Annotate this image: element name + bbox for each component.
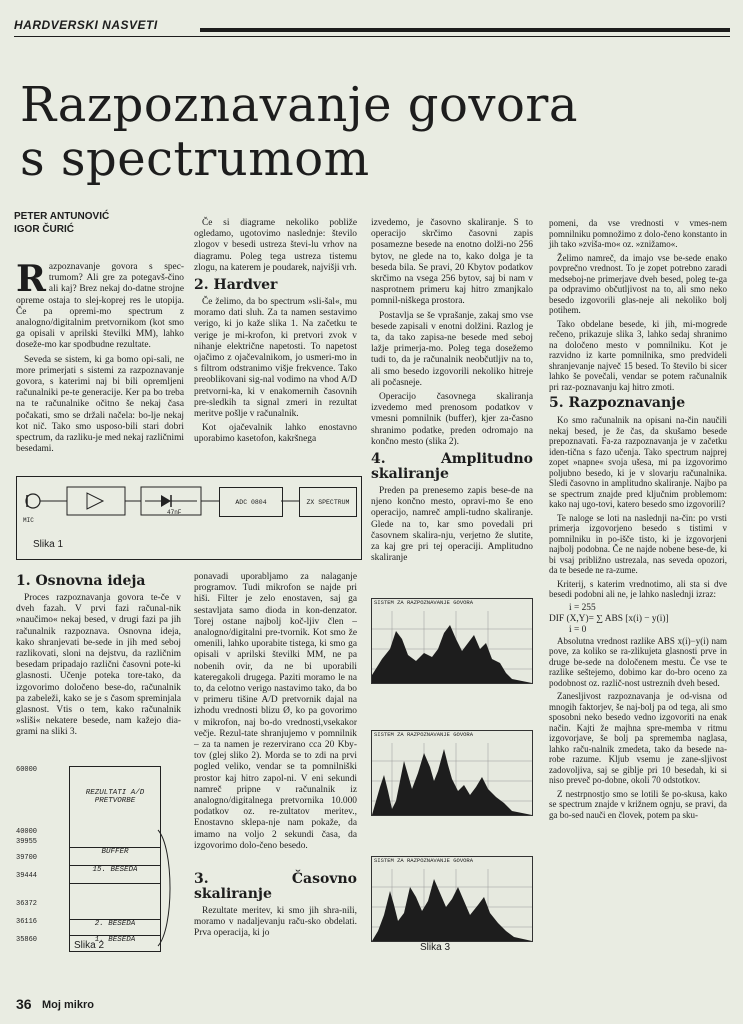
paragraph: Z nestrpnostjo smo se lotili še po-skusa, kako se spectrum znajde v križnem ognju, se pravi, da ga bo-sed nauči en človek, potem pa sku- <box>549 788 727 820</box>
column-2-top <box>194 218 357 449</box>
adc-block: ADC 0804 <box>219 487 283 517</box>
title-line-1: Razpoznavanje govora <box>20 77 578 133</box>
spectrum-panel-3 <box>371 856 533 942</box>
authors <box>14 210 184 236</box>
column-1-top <box>16 258 184 458</box>
magazine-name: Moj mikro <box>42 999 94 1011</box>
paragraph: Kot ojačevalnik lahko enostavno uporabimo kasetofon, kakršnega <box>194 423 357 445</box>
address-label: 36116 <box>16 918 38 926</box>
section-label: HARDVERSKI NASVETI <box>14 18 158 32</box>
memory-region-word-1: 1. BESEDA <box>70 935 160 950</box>
section-heading: 1. Osnovna ideja <box>16 573 146 589</box>
waveform-3 <box>372 857 532 941</box>
figure-3-caption: Slika 3 <box>420 942 451 953</box>
paragraph: azpoznavanje govora s spec-trumom? Ali gre za potegavš-čino ali kaj? Brez nekaj do-datne strojne opreme ostaja to slej-koprej res le utopija. Če pa opremi-mo spectrum z analogno/digitalnim pretvornikom (kot smo ga opisali v aprilski številki MM), lahko doseže-mo kar spodbudne rezultate. <box>16 262 184 351</box>
address-label: 60000 <box>16 766 38 774</box>
paragraph: Absolutna vrednost razlike ABS x(i)−y(i) nam pove, za koliko se ra-zlikujeta glasnosti prve in druge be-sede na določenem mestu. Če vse te razlike seštejemo, dobimo kar do-bro oceno za podobnost oz. različ-nost ustreznih dveh besed. <box>549 635 727 688</box>
spectrum-block: ZX SPECTRUM <box>299 487 357 517</box>
author-2: IGOR ČURIĆ <box>14 224 74 235</box>
brace-svg <box>156 828 180 948</box>
paragraph: Tako obdelane besede, ki jih, mi-mogrede rečeno, prikazuje slika 3, lahko sedaj shranimo na določeno mesto v pomnilniku. Kot je razvidno iz karte pomnilnika, smo predvideli shranjevanje največ 15 besed. To število bi sicer lahko še povečali, vendar se potem računalnik pri raz-poznavanju kaj hitro zmoti. <box>549 318 727 392</box>
figure-2-caption: Slika 2 <box>74 940 105 951</box>
section-heading: 5. Razpoznavanje <box>549 395 686 411</box>
spectrum-panel-1 <box>371 598 533 684</box>
page-number: 36 <box>16 996 32 1012</box>
formula-lower: i = 0 <box>569 624 587 635</box>
paragraph: Postavlja se še vprašanje, zakaj smo vse besede zapisali v enotni dolžini. Razlog je ta, da tako zapisa-ne besede med seboj lažje primerja-mo. Poleg tega dosežemo tudi to, da je računalnik neobčutljiv na to, ali smo besedo izgovorili nekoliko hitreje ali počasneje. <box>371 310 533 388</box>
waveform-2 <box>372 731 532 815</box>
formula <box>549 603 727 636</box>
figure-1-caption: Slika 1 <box>33 539 64 550</box>
column-2-bottom <box>194 572 357 943</box>
address-label: 35860 <box>16 936 38 944</box>
paragraph: ponavadi uporabljamo za nalaganje programov. Tudi mikrofon se najde pri hiši. Filter je zelo enostaven, saj ga sestavljata samo dioda in kon-denzator. Torej ostane najbolj koč-ljiv člen – analogno/digitalni pre-tvornik. Kot smo že omenili, lahko uporabite tistega, ki smo ga opisali v aprilski številki MM, ne pa nobenih ovir, da ne bi uporabili kateregakoli drugega. Paziti moramo le na to, da celotno verigo nastavimo tako, da bo v primeru tišine A/D pretvornik dajal na izhodu vrednosti blizu Ø, ko pa govorimo v mikrofon, naj bo-do vrednosti,vsekakor večje. Rezul-tate shranjujemo v pomnilnik – za ta namen je rezervirano cca 20 Kby-tov (glej sliko 2). Morda se to zdi na prvi pogled veliko, vendar se ta pomnilniški prostor kaj hitro zapol-ni. V eni sekundi namreč pripne v računalnik iz analogno/digitalnega pretvornika 10.000 podatkov oz. re-zultatov meritev., Enostavno sklepa-nje nam pokaže, da imamo na voljo 2 sekundi časa, da izgovorimo dolo-čeno besedo. <box>194 572 357 851</box>
paragraph: Zanesljivost razpoznavanja je od-visna od mnogih faktorjev, še naj-bolj pa od tega, ali smo sposobni neko besedo vedno izgovoriti na enak način. Kajti že majhna spre-memba v ritmu izgovorjave, še bolj pa sprememba naglasa, lahko raču-nalnik zmedeta, tako da besede na-robe razume. Kljub vsemu je zane-sljivost zadovoljiva, saj se giblje pri 10 besedah, ki si niso preveč po-dobne, okoli 70 odstotkov. <box>549 691 727 785</box>
drop-cap: R <box>16 258 46 300</box>
memory-region-results: REZULTATI A/D PRETVORBE <box>85 789 145 805</box>
paragraph: Proces razpoznavanja govora te-če v dveh fazah. V prvi fazi računal-nik »naučimo« nekaj besed, v drugi fazi pa jih računalnik razpoznava. Osnovna ideja, kako shranjevati be-sede in jih med seboj razlikovati, sloni na dejstvu, da različnim besedam pripadajo različni časovni pote-ki glasnosti. Učenje poteka tore-tako, da izgovorimo določeno bese-do, računalnik pa zabeleži, kako se je s časom spreminjala glasnost. Vtis o tem, kako računalnik »sliši« nekatere besede, nam kažejo dia-grami na sliki 3. <box>16 593 181 738</box>
paragraph: Ko smo računalnik na opisani na-čin naučili nekaj besed, je že čas, da skušamo besede prepoznavati. Fa-za razpoznavanja je v začetku iden-tična s fazo učenja. Tako spectrum najprej zopet »napne« svoja ušesa, mi pa izgovorimo poljubno besedo, ki je v slovarju računalnika. Sledi časovno in amplitudno skaliranje. Najbo pa se spectrum znajde pred ključnim problemom: kako naj ugo-tovi, katero besedo smo izgovorili? <box>549 415 727 509</box>
paragraph: Te naloge se loti na naslednji na-čin: po vrsti primerja izgovorjeno besedo s tistimi v pomnilniku in po-išče tisto, ki je izgovorjeni najbolj podobna. Če ne najde nobene bese-de, ki bi vsaj približno ustrezala, nas seveda opozori, da te besede ne ra-zume. <box>549 512 727 575</box>
section-heading: 2. Hardver <box>194 277 278 294</box>
panel-header: SISTEM ZA RAZPOZNAVANJE GOVORA <box>374 599 474 606</box>
address-label: 39955 <box>16 838 38 846</box>
mic-label: MIC <box>23 517 34 524</box>
memory-divider <box>70 883 160 884</box>
figure-1-block-diagram <box>16 476 362 560</box>
header-rule-thin <box>14 36 730 37</box>
title-line-2: s spectrumom <box>20 131 370 187</box>
author-1: PETER ANTUNOVIĆ <box>14 211 110 222</box>
address-label: 40000 <box>16 828 38 836</box>
header-rule <box>200 28 730 32</box>
paragraph: Operacijo časovnega skaliranja izvedemo med prenosom podatkov v vmesni pomnilnik (buffer), kjer za-časno shranimo podatke, preden odromajo na končno mesto (slika 2). <box>371 392 533 447</box>
article-title <box>20 78 578 186</box>
paragraph: Rezultate meritev, ki smo jih shra-nili, moramo v nadaljevanju raču-sko obdelati. Prva operacija, ki jo <box>194 906 357 939</box>
formula-main: DIF (X,Y)= ∑ ABS [x(i) − y(i)] <box>549 613 669 624</box>
paragraph: Preden pa prenesemo zapis bese-de na njeno končno mesto, opravi-mo še eno operacijo, namreč ampli-tudno skaliranje. Glede na to, kar smo povedali pri časovnem skalira-nju, verjetno že slutite, za kaj gre pri tej operaciji. Amplitudno skaliranje <box>371 486 533 564</box>
address-label: 39444 <box>16 872 38 880</box>
paragraph: Če si diagrame nekoliko pobliže ogledamo, ugotovimo naslednje: število zlogov v besedi ustreza števi-lu vrhov na diagramu. Poleg tega ustreza tistemu zlogu, na katerem je poudarek, najvišji vrh. <box>194 218 357 273</box>
memory-region-word-15: 15. BESEDA <box>70 865 160 880</box>
column-3-top <box>371 218 533 567</box>
section-heading: 3. Časovno skaliranje <box>194 871 357 903</box>
column-1-bottom <box>16 570 181 742</box>
paragraph: izvedemo, je časovno skaliranje. S to operacijo skrčimo časovni zapis posamezne besede na enotno dolži-no 256 bytov, ne glede na to, kako dolga je ta beseda bila. Se pravi, 20 Kbytov podatkov skrčimo na vsega 256 bytov, saj bi nam v nasprotnem primeru kaj hitro zmanjkalo pomnil-niškega prostora. <box>371 218 533 307</box>
memory-region-word-2: 2. BESEDA <box>70 919 160 934</box>
formula-upper: i = 255 <box>569 602 596 613</box>
panel-header: SISTEM ZA RAZPOZNAVANJE GOVORA <box>374 731 474 738</box>
paragraph: Seveda se sistem, ki ga bomo opi-sali, ne more primerjati s sistemi za razpoznavanje govora, s katerimi naj bi bili opremljeni računalniki pe-te generacije. Ker pa bo treba na te računalnike očitno še nekaj časa počakati, smo se držali načela: bo-lje nekaj kot nič. Tako smo usposo-bili stari dobri spectrum, da razliku-je med nekaj različnimi besedami. <box>16 354 184 455</box>
capacitor-label: 47nF <box>167 509 182 516</box>
diode-icon <box>161 495 171 507</box>
address-label: 36372 <box>16 900 38 908</box>
figure-2-memory-map <box>16 758 181 954</box>
memory-column <box>69 766 161 952</box>
paragraph: Želimo namreč, da imajo vse be-sede enako povprečno vrednost. To je zopet potrebno zaradi medseboj-ne primerjave dveh besed, poleg te-ga pa odpravimo občutljivost na to, ali smo neko besedo izgovorili glas-neje ali nekoliko bolj potihem. <box>549 252 727 315</box>
paragraph: Kriterij, s katerim vrednotimo, ali sta si dve besedi podobni ali ne, je lahko naslednji izraz: <box>549 578 727 599</box>
section-heading: 4. Amplitudno skaliranje <box>371 451 533 483</box>
memory-region-buffer: BUFFER <box>70 847 160 862</box>
amplifier-icon <box>87 493 103 509</box>
column-4 <box>549 218 727 823</box>
waveform-1 <box>372 599 532 683</box>
microphone-icon <box>26 494 40 508</box>
spectrum-panel-2 <box>371 730 533 816</box>
paragraph: pomeni, da vse vrednosti v vmes-nem pomnilniku pomnožimo z dolo-čeno konstanto in jih tako »zviša-mo« oz. »znižamo«. <box>549 218 727 249</box>
address-label: 39700 <box>16 854 38 862</box>
panel-header: SISTEM ZA RAZPOZNAVANJE GOVORA <box>374 857 474 864</box>
paragraph: Če želimo, da bo spectrum »sli-šal«, mu moramo dati sluh. Za ta namen sestavimo verigo, ki jo kaže slika 1. Na začetku te verige je mi-krofon, ki pretvori zvok v nihanje električne napetosti. To napetost ojačimo z ojačevalnikom, jo usmeri-mo in s filtrom odstranimo višje frekvence. Tako preoblikovani sig-nal vodimo na vhod A/D pretvorni-ka, ki v enakomernih časovnih pre-sledkih ta signal zmeri in rezultat meritve pošlje v računalnik. <box>194 297 357 420</box>
